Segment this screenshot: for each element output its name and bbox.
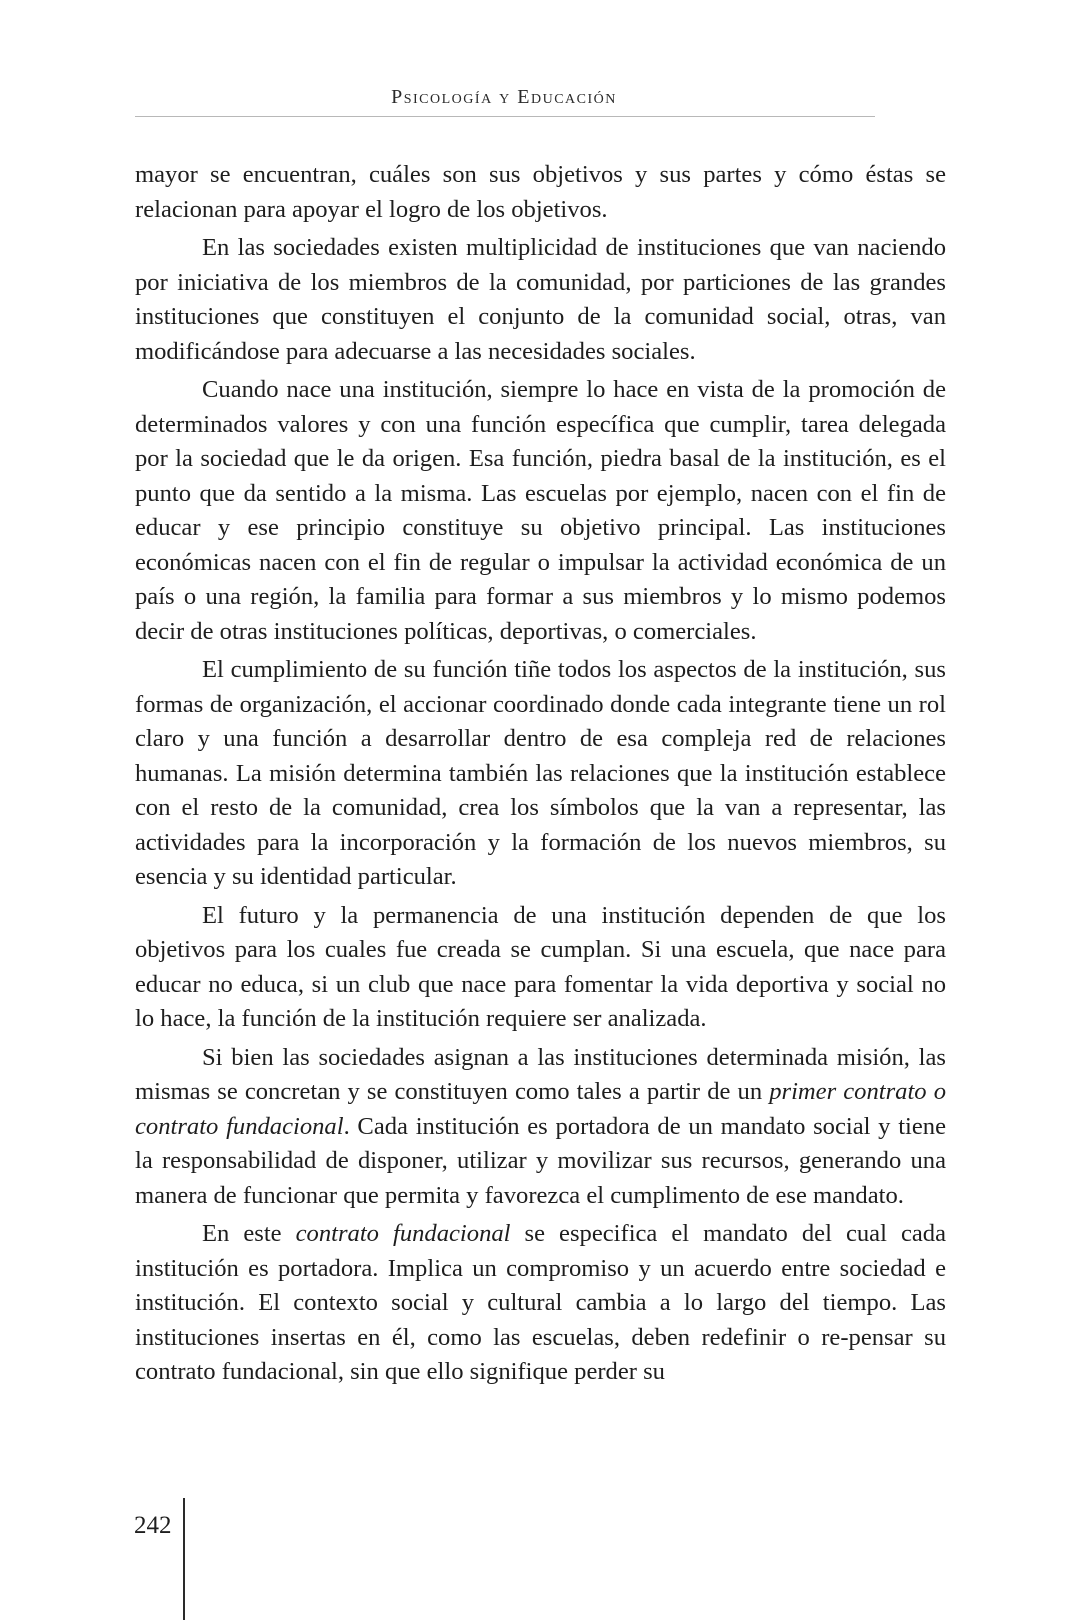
- paragraph-continued: mayor se encuentran, cuáles son sus objetivos y sus partes y cómo éstas se relacionan para apoyar el logro de los objetivos.: [135, 161, 946, 223]
- running-head: Psicología y Educación: [391, 86, 617, 108]
- paragraph: El futuro y la permanencia de una institución dependen de que los objetivos para los cuales fue creada se cumplan. Si una escuela, que nace para educar no educa, si un club que nace para fomentar la vida deportiva y social no lo hace, la función de la institución requiere ser analizada.: [135, 901, 946, 1032]
- italic-term: contrato fundacional: [295, 1220, 511, 1247]
- paragraph: Cuando nace una institución, siempre lo hace en vista de la promoción de determinados valores y con una función específica que cumplir, tarea delegada por la sociedad que le da origen. Esa función, piedra basal de la institución, es el punto que da sentido a la misma. Las escuelas por ejemplo, nacen con el fin de educar y ese principio constituye su objetivo principal. Las instituciones económicas nacen con el fin de regular o impulsar la actividad económica de un país o una región, la familia para formar a sus miembros y lo mismo podemos decir de otras instituciones políticas, deportivas, o comerciales.: [135, 376, 946, 645]
- paragraph-text: se especifica el mandato del cual cada institución es portadora. Implica un compromiso y un acuerdo entre sociedad e institución. El contexto social y cultural cambia a lo largo del tiempo. Las instituciones insertas en él, como las escuelas, deben redefinir o re-pensar su contrato fundacional, sin que ello signifique perder su: [135, 1220, 946, 1385]
- paragraph: [135, 1041, 946, 1214]
- paragraph: En las sociedades existen multiplicidad de instituciones que van naciendo por iniciativa de los miembros de la comunidad, por particiones de las grandes instituciones que constituyen el conjunto de la comunidad social, otras, van modificándose para adecuarse a las necesidades sociales.: [135, 234, 946, 365]
- page-number: 242: [134, 1512, 172, 1539]
- footer-vertical-rule: [183, 1498, 185, 1620]
- paragraph: [135, 1217, 946, 1390]
- paragraph-text: Si bien las sociedades asignan a las instituciones determinada misión, las mismas se concretan y se constituyen como tales a partir de un: [135, 1043, 946, 1105]
- italic-term: primer contrato o contrato fundacional: [135, 1078, 946, 1140]
- paragraph-text: En este: [202, 1220, 296, 1247]
- paragraph: El cumplimiento de su función tiñe todos los aspectos de la institución, sus formas de organización, el accionar coordinado donde cada integrante tiene un rol claro y una función a desarrollar dentro de esa compleja red de relaciones humanas. La misión determina también las relaciones que la institución establece con el resto de la comunidad, crea los símbolos que la van a representar, las actividades para la incorporación y la formación de los nuevos miembros, su esencia y su identidad particular.: [135, 656, 946, 890]
- paragraph-text: . Cada institución es portadora de un mandato social y tiene la responsabilidad de disponer, utilizar y movilizar sus recursos, generando una manera de funcionar que permita y favorezca el cumplimento de ese mandato.: [135, 1112, 947, 1209]
- header-rule: [135, 116, 875, 117]
- body-text: [135, 158, 946, 1394]
